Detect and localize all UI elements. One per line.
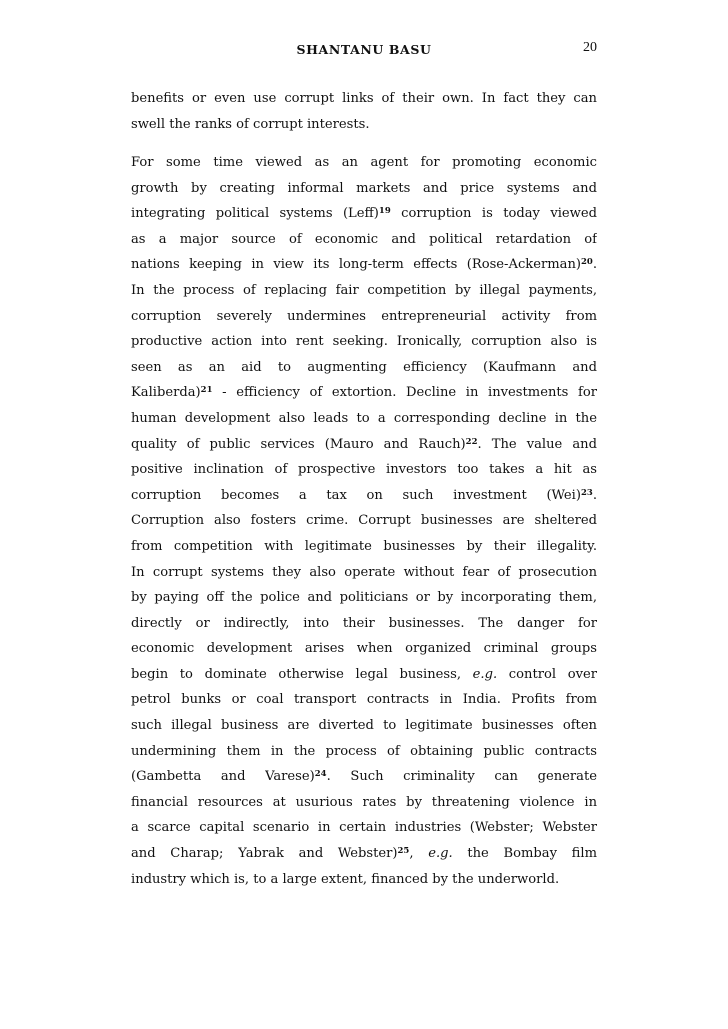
- text-segment: benefits or even use corrupt links of their own. In fact they can: [131, 91, 597, 106]
- text-segment: from competition with legitimate businesses by their illegality.: [131, 538, 597, 554]
- text-line: [131, 329, 597, 355]
- emphasis-text: e.g.: [428, 846, 453, 862]
- text-line: [131, 304, 597, 330]
- text-segment: Corruption also fosters crime. Corrupt businesses are sheltered: [131, 513, 597, 529]
- text-segment: financial resources at usurious rates by threatening violence in: [131, 794, 597, 810]
- text-line: [131, 739, 597, 765]
- text-line: [131, 790, 597, 816]
- footnote-ref: 23: [580, 487, 593, 498]
- text-line: [131, 662, 597, 688]
- text-line: [131, 432, 597, 458]
- text-segment: ,: [409, 846, 429, 862]
- text-segment: .: [592, 487, 597, 503]
- page-number: 20: [583, 40, 597, 55]
- footnote-ref: 25: [397, 846, 410, 857]
- text-line: [131, 815, 597, 841]
- text-line: [131, 841, 597, 867]
- text-segment: .: [592, 257, 597, 273]
- footnote-ref: 19: [378, 206, 391, 217]
- paragraph-1: [131, 86, 597, 137]
- text-segment: nations keeping in view its long-term effects (Rose-Ackerman): [131, 257, 581, 273]
- text-segment: such illegal business are diverted to legitimate businesses often: [131, 718, 597, 734]
- text-line: [131, 406, 597, 432]
- text-line: [131, 764, 597, 790]
- page-header: [0, 38, 728, 62]
- text-segment: Kaliberda): [131, 385, 201, 401]
- text-segment: quality of public services (Mauro and Rauch): [131, 436, 466, 452]
- text-line: [131, 636, 597, 662]
- text-segment: human development also leads to a corresponding decline in the: [131, 410, 597, 426]
- text-segment: a scarce capital scenario in certain industries (Webster; Webster: [131, 820, 597, 836]
- text-line: [131, 176, 597, 202]
- text-line: [131, 508, 597, 534]
- text-segment: petrol bunks or coal transport contracts in India. Profits from: [131, 692, 597, 708]
- text-segment: by paying off the police and politicians or by incorporating them,: [131, 590, 597, 606]
- text-line: [131, 380, 597, 406]
- text-line: [131, 278, 597, 304]
- text-segment: seen as an aid to augmenting efficiency (Kaufmann and: [131, 359, 597, 375]
- text-line: [131, 687, 597, 713]
- text-segment: undermining them in the process of obtaining public contracts: [131, 743, 597, 759]
- text-line: [131, 201, 597, 227]
- text-line: [131, 112, 597, 138]
- text-line: [131, 611, 597, 637]
- text-segment: growth by creating informal markets and price systems and: [131, 180, 597, 196]
- text-segment: industry which is, to a large extent, financed by the underworld.: [131, 871, 560, 887]
- text-segment: corruption severely undermines entrepreneurial activity from: [131, 308, 597, 324]
- text-segment: . The value and: [477, 436, 597, 452]
- text-line: [131, 355, 597, 381]
- text-line: [131, 227, 597, 253]
- text-segment: integrating political systems (Leff): [131, 206, 379, 222]
- text-line: [131, 150, 597, 176]
- text-segment: corruption is today viewed: [390, 206, 597, 222]
- text-segment: corruption becomes a tax on such investment (Wei): [131, 487, 581, 503]
- text-segment: economic development arises when organized criminal groups: [131, 641, 597, 657]
- footnote-ref: 24: [314, 769, 327, 780]
- text-segment: (Gambetta and Varese): [131, 769, 315, 785]
- text-line: [131, 86, 597, 112]
- text-segment: control over: [497, 666, 597, 682]
- text-line: [131, 560, 597, 586]
- footnote-ref: 20: [580, 257, 593, 268]
- text-line: [131, 457, 597, 483]
- text-segment: the Bombay film: [452, 846, 597, 862]
- footnote-ref: 22: [465, 436, 478, 447]
- text-segment: and Charap; Yabrak and Webster): [131, 846, 398, 862]
- text-segment: as a major source of economic and political retardation of: [131, 231, 597, 247]
- text-segment: begin to dominate otherwise legal business,: [131, 666, 473, 682]
- paragraph-2: [131, 150, 597, 892]
- text-line: [131, 585, 597, 611]
- text-segment: - efficiency of extortion. Decline in investments for: [212, 385, 597, 401]
- text-segment: positive inclination of prospective investors too takes a hit as: [131, 462, 597, 478]
- text-line: [131, 252, 597, 278]
- running-head-author: SHANTANU BASU: [296, 42, 432, 57]
- text-segment: productive action into rent seeking. Ironically, corruption also is: [131, 334, 597, 350]
- footnote-ref: 21: [200, 385, 213, 396]
- text-line: [131, 483, 597, 509]
- text-segment: In corrupt systems they also operate without fear of prosecution: [131, 564, 597, 580]
- text-line: [131, 534, 597, 560]
- text-segment: swell the ranks of corrupt interests.: [131, 116, 370, 132]
- text-segment: In the process of replacing fair competition by illegal payments,: [131, 282, 597, 298]
- text-segment: For some time viewed as an agent for promoting economic: [131, 155, 597, 170]
- text-segment: . Such criminality can generate: [326, 769, 597, 785]
- emphasis-text: e.g.: [472, 666, 498, 682]
- text-line: [131, 713, 597, 739]
- text-line: [131, 867, 597, 893]
- text-segment: directly or indirectly, into their businesses. The danger for: [131, 615, 597, 631]
